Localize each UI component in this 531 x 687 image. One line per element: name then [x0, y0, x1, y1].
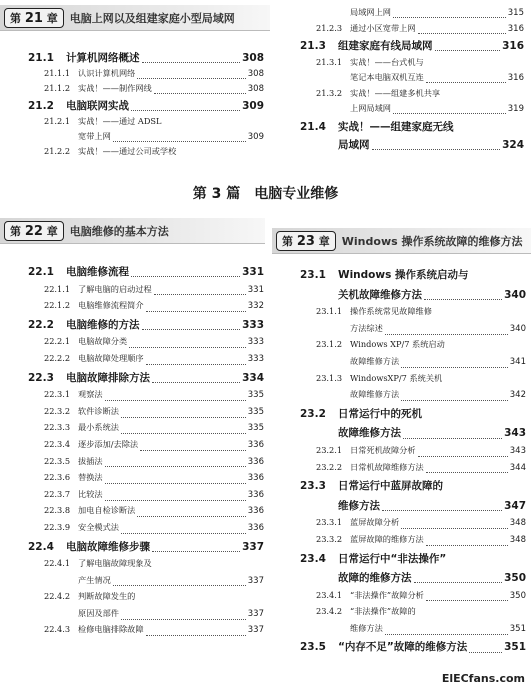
toc-page-number: 342	[509, 390, 526, 401]
toc-subsection	[28, 68, 264, 83]
toc-leader	[426, 545, 508, 546]
toc-number: 23.2.1	[316, 444, 343, 455]
toc-leader	[131, 276, 240, 277]
toc-subsection	[28, 624, 264, 641]
toc-subsection	[28, 456, 264, 473]
toc-leader	[385, 634, 508, 635]
toc-number: 22.2.1	[44, 336, 71, 347]
chapter-23-tag: 第 23 章	[276, 231, 336, 251]
toc-number: 22.2.2	[44, 352, 71, 363]
toc-entry-title: 判断故障发生的	[78, 591, 136, 602]
toc-page-number: 333	[247, 353, 264, 364]
toc-entry-title-cont: 关机故障维修方法	[338, 288, 422, 301]
toc-number: 22.3.1	[44, 389, 71, 400]
toc-number: 22.2	[28, 318, 54, 331]
toc-section	[28, 50, 264, 68]
toc-leader	[146, 311, 246, 312]
toc-entry-title: 日常机故障维修方法	[350, 461, 424, 472]
toc-entry-title: 局域网上网	[350, 7, 391, 17]
toc-page-number: 331	[247, 284, 264, 295]
chapter-21-toc-left	[28, 50, 264, 161]
toc-subsection	[28, 522, 264, 539]
toc-entry-title: 日常运行中的死机	[338, 407, 422, 420]
part-3-title: 第 3 篇 电脑专业维修	[192, 186, 339, 202]
toc-subsection	[300, 373, 526, 406]
toc-entry-title-cont: 宽带上网	[78, 131, 111, 141]
toc-entry-title: 电脑故障维修步骤	[66, 540, 150, 553]
toc-page-number: 337	[247, 625, 264, 636]
toc-leader	[435, 50, 501, 51]
toc-page-number: 336	[247, 506, 264, 517]
toc-number: 22.3.4	[44, 438, 71, 449]
toc-page-number: 331	[242, 266, 264, 278]
toc-page-number: 351	[509, 623, 526, 634]
toc-section	[300, 267, 526, 306]
toc-subsection	[28, 300, 264, 317]
toc-page-number: 308	[242, 52, 264, 64]
chapter-21-toc-right	[300, 7, 524, 156]
toc-leader	[403, 438, 502, 439]
toc-page-number: 316	[507, 23, 524, 34]
toc-page-number: 333	[242, 318, 264, 331]
toc-leader	[121, 417, 246, 418]
toc-number: 23.4	[300, 552, 326, 565]
toc-subsection	[300, 606, 526, 639]
chapter-22-tag: 第 22 章	[4, 221, 64, 241]
toc-section	[300, 478, 526, 517]
toc-page-number: 309	[242, 100, 264, 112]
toc-page-number: 337	[247, 575, 264, 586]
toc-leader	[426, 82, 506, 83]
toc-subsection	[28, 336, 264, 353]
toc-entry-title: 了解电脑故障现象及	[78, 558, 152, 569]
toc-number: 21.1	[28, 52, 54, 64]
toc-subsection	[300, 306, 526, 339]
toc-entry-title: WindowsXP/7 系统关机	[350, 372, 443, 383]
toc-page-number: 316	[502, 40, 524, 52]
toc-leader	[426, 472, 508, 473]
toc-leader	[140, 450, 246, 451]
toc-number: 23.4.1	[316, 589, 343, 600]
toc-number: 23.3.1	[316, 517, 343, 528]
toc-page-number: 309	[247, 132, 264, 142]
toc-leader	[154, 294, 246, 295]
toc-entry-title: 加电自检诊断法	[78, 505, 136, 516]
toc-page-number: 324	[502, 139, 524, 151]
toc-entry-title: 电脑故障处理顺序	[78, 352, 144, 363]
toc-section	[28, 370, 264, 390]
toc-number: 21.3	[300, 40, 326, 52]
toc-page-number: 340	[509, 323, 526, 334]
toc-page-number: 308	[247, 84, 264, 94]
toc-leader	[401, 400, 508, 401]
toc-section	[28, 264, 264, 284]
toc-leader	[137, 78, 245, 79]
toc-page-number: 350	[509, 590, 526, 601]
toc-number: 21.3.1	[316, 56, 343, 67]
toc-number: 23.4.2	[316, 606, 343, 617]
toc-number: 21.3.2	[316, 87, 343, 98]
toc-page-number: 335	[247, 423, 264, 434]
toc-subsection	[28, 83, 264, 98]
toc-subsection	[300, 57, 524, 88]
toc-page-number: 350	[504, 572, 526, 585]
toc-entry-title: 替换法	[78, 472, 103, 483]
chapter-23-toc	[300, 267, 526, 659]
chapter-23-title: Windows 操作系统故障的维修方法	[341, 234, 523, 248]
toc-entry-title: 组建家庭有线局域网	[338, 40, 433, 52]
toc-number: 23.3	[300, 480, 326, 493]
toc-number: 23.5	[300, 641, 326, 654]
toc-section	[300, 38, 524, 57]
toc-entry-title: 电脑维修流程简介	[78, 300, 144, 311]
toc-number: 22.1	[28, 266, 54, 278]
toc-subsection	[28, 505, 264, 522]
toc-section	[28, 317, 264, 337]
toc-page-number: 336	[247, 473, 264, 484]
chapter-21-header	[0, 5, 270, 31]
toc-subsection	[28, 422, 264, 439]
toc-entry-title-cont: 局域网	[338, 139, 370, 151]
toc-entry-title-cont: 维修方法	[338, 499, 380, 512]
toc-leader	[469, 652, 502, 653]
toc-subsection	[300, 339, 526, 372]
toc-subsection	[300, 23, 524, 39]
toc-leader	[121, 619, 246, 620]
toc-leader	[131, 110, 240, 111]
toc-number: 23.1.2	[316, 339, 343, 350]
toc-entry-title: 实战！——通过 ADSL	[78, 116, 162, 126]
toc-subsection	[28, 353, 264, 370]
toc-number: 23.2	[300, 407, 326, 420]
toc-page-number: 343	[509, 445, 526, 456]
toc-entry-title: 日常运行中“非法操作”	[338, 552, 447, 565]
toc-number: 22.3.8	[44, 505, 71, 516]
toc-leader	[105, 400, 246, 401]
toc-entry-title: 日常死机故障分析	[350, 444, 416, 455]
toc-leader	[418, 33, 506, 34]
chapter-21-title: 电脑上网以及组建家庭小型局域网	[69, 11, 235, 25]
toc-entry-title: 电脑故障分类	[78, 336, 128, 347]
toc-number: 22.4.2	[44, 591, 71, 602]
toc-number: 23.2.2	[316, 461, 343, 472]
toc-leader	[113, 141, 246, 142]
toc-entry-title-cont: 维修方法	[350, 622, 383, 633]
toc-leader	[152, 382, 240, 383]
toc-entry-title: 安全模式法	[78, 521, 119, 532]
toc-page-number: 336	[247, 489, 264, 500]
toc-entry-title: 电脑故障排除方法	[66, 371, 150, 384]
toc-subsection	[300, 462, 526, 479]
toc-entry-title: 实战！——组建家庭无线	[338, 120, 454, 133]
toc-leader	[414, 582, 503, 583]
toc-page-number: 336	[247, 522, 264, 533]
toc-subsection	[28, 116, 264, 146]
toc-number: 21.1.2	[44, 83, 71, 93]
toc-subsection	[300, 517, 526, 534]
toc-entry-title: 认识计算机网络	[78, 68, 136, 78]
toc-number: 21.2.2	[44, 146, 71, 156]
toc-page-number: 348	[509, 518, 526, 529]
toc-entry-title: 实战！——台式机与	[350, 56, 424, 67]
toc-entry-title-cont: 方法综述	[350, 322, 383, 333]
toc-leader	[146, 364, 246, 365]
toc-entry-title: 实战！——通过公司或学校	[78, 146, 177, 156]
toc-entry-title: 比较法	[78, 488, 103, 499]
toc-number: 23.1.1	[316, 306, 343, 317]
toc-page-number: 344	[509, 462, 526, 473]
toc-section	[300, 551, 526, 590]
toc-page-number: 315	[507, 8, 524, 18]
toc-entry-title-cont: 上网局域网	[350, 103, 391, 113]
toc-entry-title-cont: 笔记本电脑双机互连	[350, 72, 424, 82]
toc-number: 22.3.3	[44, 422, 71, 433]
toc-entry-title: 通过小区宽带上网	[350, 22, 416, 33]
toc-entry-title-cont: 故障维修方法	[350, 389, 400, 400]
toc-entry-title: 检修电脑排除故障	[78, 624, 144, 635]
toc-entry-title-cont: 故障维修方法	[338, 427, 401, 440]
toc-subsection	[300, 445, 526, 462]
toc-section	[28, 539, 264, 559]
toc-subsection	[300, 7, 524, 23]
toc-number: 21.2	[28, 100, 54, 112]
toc-entry-title: 实战！——组建多机共享	[350, 87, 441, 98]
toc-section	[300, 406, 526, 445]
toc-leader	[121, 433, 246, 434]
chapter-22-toc	[28, 264, 264, 641]
toc-entry-title: 观察法	[78, 389, 103, 400]
toc-leader	[121, 533, 246, 534]
toc-entry-title: 蓝屏故障的维修方法	[350, 533, 424, 544]
toc-leader	[424, 299, 502, 300]
toc-page-number: 334	[242, 371, 264, 384]
toc-page-number: 337	[247, 608, 264, 619]
toc-page-number: 336	[247, 439, 264, 450]
toc-number: 21.1.1	[44, 68, 71, 78]
toc-entry-title: Windows 操作系统启动与	[338, 269, 469, 281]
toc-page-number: 348	[509, 534, 526, 545]
toc-leader	[113, 585, 246, 586]
toc-number: 22.1.1	[44, 283, 71, 294]
toc-entry-title: “非法操作”故障的	[350, 606, 416, 617]
toc-number: 22.3.5	[44, 455, 71, 466]
toc-number: 22.4	[28, 540, 54, 553]
toc-number: 22.4.1	[44, 558, 71, 569]
toc-entry-title: 拔插法	[78, 455, 103, 466]
toc-subsection	[28, 591, 264, 624]
toc-entry-title-cont: 故障的维修方法	[338, 572, 412, 585]
toc-number: 22.3.9	[44, 521, 71, 532]
toc-entry-title: Windows XP/7 系统启动	[350, 339, 445, 350]
toc-entry-title-cont: 产生情况	[78, 574, 111, 585]
toc-leader	[372, 149, 501, 150]
toc-page-number: 351	[504, 641, 526, 654]
toc-subsection	[28, 284, 264, 301]
toc-subsection	[300, 534, 526, 551]
toc-page-number: 343	[504, 427, 526, 440]
toc-leader	[382, 510, 502, 511]
toc-page-number: 340	[504, 288, 526, 301]
toc-page-number: 319	[507, 104, 524, 114]
toc-leader	[129, 347, 246, 348]
toc-leader	[152, 551, 240, 552]
toc-page-number: 316	[507, 73, 524, 83]
toc-entry-title: 日常运行中蓝屏故障的	[338, 480, 443, 493]
toc-leader	[105, 500, 246, 501]
toc-leader	[393, 113, 506, 114]
toc-page-number: 337	[242, 540, 264, 553]
watermark: ElECfans.com	[441, 672, 525, 685]
chapter-22-header	[0, 218, 265, 244]
toc-page-number: 341	[509, 356, 526, 367]
toc-leader	[393, 17, 506, 18]
toc-entry-title: 操作系统常见故障维修	[350, 306, 432, 317]
toc-page-number: 332	[247, 301, 264, 312]
toc-number: 22.4.3	[44, 624, 71, 635]
toc-subsection	[28, 439, 264, 456]
toc-entry-title: 电脑维修流程	[66, 266, 129, 278]
toc-leader	[401, 367, 508, 368]
toc-section	[300, 639, 526, 659]
toc-entry-title: 蓝屏故障分析	[350, 517, 400, 528]
toc-entry-title: 计算机网络概述	[66, 52, 140, 64]
toc-leader	[142, 329, 241, 330]
toc-section	[28, 98, 264, 116]
toc-subsection	[28, 146, 264, 161]
toc-leader	[105, 483, 246, 484]
toc-page-number: 335	[247, 390, 264, 401]
toc-leader	[146, 635, 246, 636]
chapter-23-header	[272, 228, 531, 254]
toc-entry-title: 了解电脑的启动过程	[78, 283, 152, 294]
toc-number: 21.2.1	[44, 116, 71, 126]
toc-entry-title: 电脑联网实战	[66, 100, 129, 112]
toc-subsection	[300, 88, 524, 119]
toc-page-number: 347	[504, 499, 526, 512]
toc-subsection	[28, 406, 264, 423]
toc-number: 22.3	[28, 371, 54, 384]
toc-subsection	[28, 558, 264, 591]
toc-subsection	[28, 472, 264, 489]
toc-entry-title: 最小系统法	[78, 422, 119, 433]
toc-leader	[154, 93, 246, 94]
toc-leader	[105, 466, 246, 467]
toc-number: 22.3.7	[44, 488, 71, 499]
toc-number: 23.3.2	[316, 533, 343, 544]
toc-leader	[401, 528, 508, 529]
chapter-21-tag: 第 21 章	[4, 8, 64, 28]
toc-page-number: 308	[247, 69, 264, 79]
toc-subsection	[300, 590, 526, 607]
toc-entry-title: 电脑维修的方法	[66, 318, 140, 331]
toc-number: 22.3.2	[44, 405, 71, 416]
toc-entry-title: 逐步添加/去除法	[78, 438, 139, 449]
toc-leader	[385, 334, 508, 335]
toc-number: 21.4	[300, 120, 326, 133]
toc-page-number: 336	[247, 456, 264, 467]
toc-leader	[142, 62, 241, 63]
toc-number: 23.1	[300, 269, 326, 281]
toc-entry-title-cont: 故障维修方法	[350, 355, 400, 366]
chapter-22-title: 电脑维修的基本方法	[69, 224, 169, 238]
toc-number: 22.3.6	[44, 472, 71, 483]
toc-leader	[426, 600, 508, 601]
toc-leader	[137, 516, 245, 517]
toc-subsection	[28, 389, 264, 406]
toc-entry-title: 实战！——制作网线	[78, 83, 152, 93]
toc-section	[300, 119, 524, 156]
toc-subsection	[28, 489, 264, 506]
toc-page-number: 335	[247, 406, 264, 417]
toc-leader	[418, 456, 508, 457]
toc-page-number: 333	[247, 337, 264, 348]
toc-number: 21.2.3	[316, 22, 343, 33]
toc-number: 22.1.2	[44, 300, 71, 311]
toc-entry-title: “内存不足”故障的维修方法	[338, 641, 468, 654]
toc-entry-title: 软件诊断法	[78, 405, 119, 416]
toc-entry-title-cont: 原因及部件	[78, 607, 119, 618]
toc-number: 23.1.3	[316, 372, 343, 383]
toc-entry-title: “非法操作”故障分析	[350, 589, 424, 600]
